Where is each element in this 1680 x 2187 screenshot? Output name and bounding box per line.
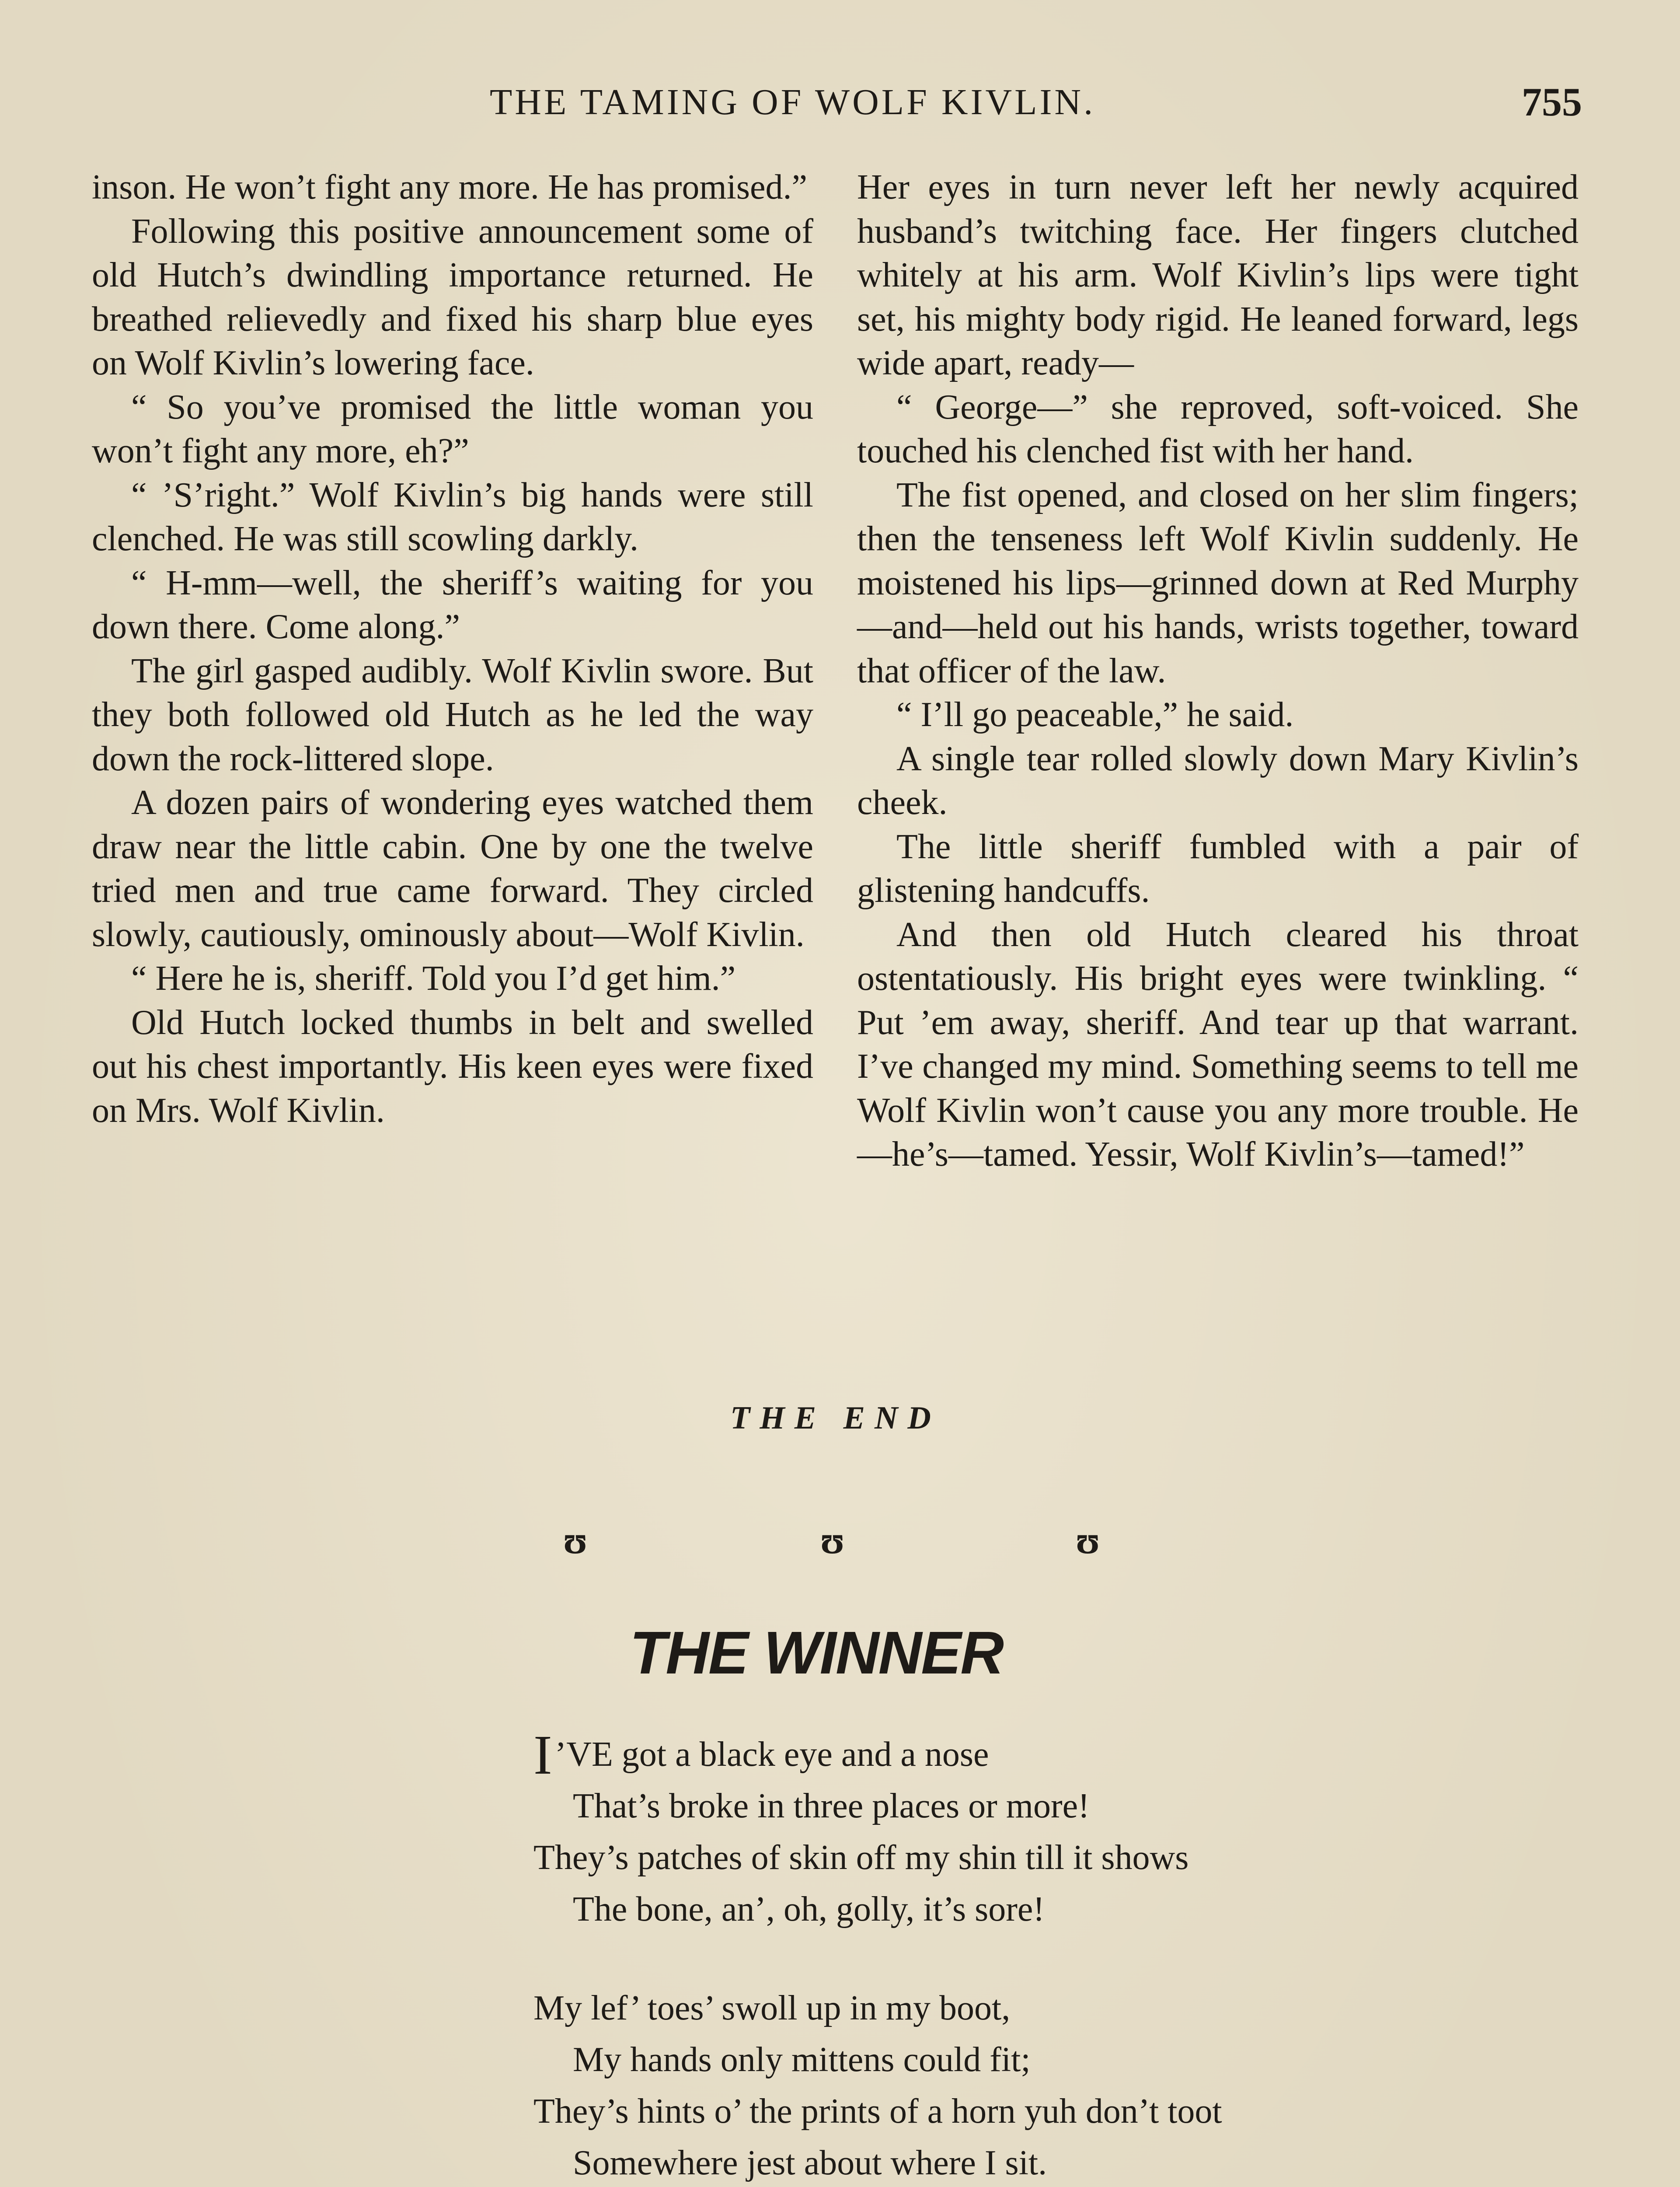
paragraph: “ ’S’right.” Wolf Kivlin’s big hands were still clenched. He was still scowling darkly. xyxy=(92,475,813,558)
paragraph: A single tear rolled slowly down Mary Kivlin’s cheek. xyxy=(857,739,1579,822)
paragraph: “ So you’ve promised the little woman you won’t fight any more, eh?” xyxy=(92,388,813,470)
poem-body xyxy=(533,1724,1495,2187)
paragraph: A dozen pairs of wondering eyes watched them draw near the little cabin. One by one the twelve tried men and true came forward. They circled slowly, cautiously, ominously about—Wolf Kivlin. xyxy=(92,783,813,954)
poem-line: They’s hints o’ the prints of a horn yuh don’t toot xyxy=(533,2092,1222,2131)
poem-line xyxy=(533,1724,1495,1786)
paragraph: The girl gasped audibly. Wolf Kivlin swore. But they both followed old Hutch as he led the way down the rock-littered slope. xyxy=(92,651,813,778)
story-left-column xyxy=(92,165,813,1132)
paragraph: Her eyes in turn never left her newly acquired husband’s twitching face. Her fingers clutched whitely at his arm. Wolf Kivlin’s lips were tight set, his mighty body rigid. He leaned forward, legs wide apart, ready— xyxy=(857,168,1579,382)
page-number: 755 xyxy=(1522,80,1582,124)
paragraph: “ George—” she reproved, soft-voiced. She touched his clenched fist with her hand. xyxy=(857,388,1579,470)
poem-title: THE WINNER xyxy=(630,1619,1003,1687)
paragraph: And then old Hutch cleared his throat ostentatiously. His bright eyes were twinkling. “ Put ’em away, sheriff. And tear up that warrant. I’ve changed my mind. Something seems to tell me Wolf Kivlin won’t cause you any more trouble. He—he’s—tamed. Yessir, Wolf Kivlin’s—tamed!” xyxy=(857,915,1579,1174)
stanza xyxy=(533,1982,1495,2187)
stanza xyxy=(533,1724,1495,1935)
poem-line: They’s patches of skin off my shin till it shows xyxy=(533,1838,1189,1877)
poem-line: The bone, an’, oh, golly, it’s sore! xyxy=(573,1890,1045,1928)
ornament-icon: ʊ xyxy=(563,1519,588,1562)
ornament-icon: ʊ xyxy=(820,1519,845,1562)
running-title: THE TAMING OF WOLF KIVLIN. xyxy=(490,82,1096,122)
poem-line: My hands only mittens could fit; xyxy=(573,2040,1031,2079)
paragraph: The fist opened, and closed on her slim fingers; then the tenseness left Wolf Kivlin suddenly. He moistened his lips—grinned down at Red Murphy—and—held out his hands, wrists together, toward that officer of the law. xyxy=(857,475,1579,690)
paragraph: Old Hutch locked thumbs in belt and swelled out his chest importantly. His keen eyes were fixed on Mrs. Wolf Kivlin. xyxy=(92,1003,813,1130)
paragraph: “ H-mm—well, the sheriff’s waiting for you down there. Come along.” xyxy=(92,563,813,646)
the-end-label: THE END xyxy=(730,1400,941,1436)
paragraph: “ Here he is, sheriff. Told you I’d get him.” xyxy=(131,959,736,998)
poem-line: That’s broke in three places or more! xyxy=(573,1787,1090,1825)
poem-line-text: ’VE got a black eye and a nose xyxy=(554,1735,989,1774)
drop-cap: I xyxy=(533,1724,552,1786)
paragraph: Following this positive announcement some of old Hutch’s dwindling importance returned. He breathed relievedly and fixed his sharp blue eyes on Wolf Kivlin’s lowering face. xyxy=(92,212,813,382)
ornament-icon: ʊ xyxy=(1076,1519,1100,1562)
paragraph: The little sheriff fumbled with a pair of glistening handcuffs. xyxy=(857,827,1579,910)
poem-line: Somewhere jest about where I sit. xyxy=(573,2144,1047,2182)
story-right-column xyxy=(857,165,1579,1177)
paragraph: “ I’ll go peaceable,” he said. xyxy=(896,695,1294,734)
paragraph: inson. He won’t fight any more. He has promised.” xyxy=(92,168,807,206)
poem-line: My lef’ toes’ swoll up in my boot, xyxy=(533,1989,1011,2027)
